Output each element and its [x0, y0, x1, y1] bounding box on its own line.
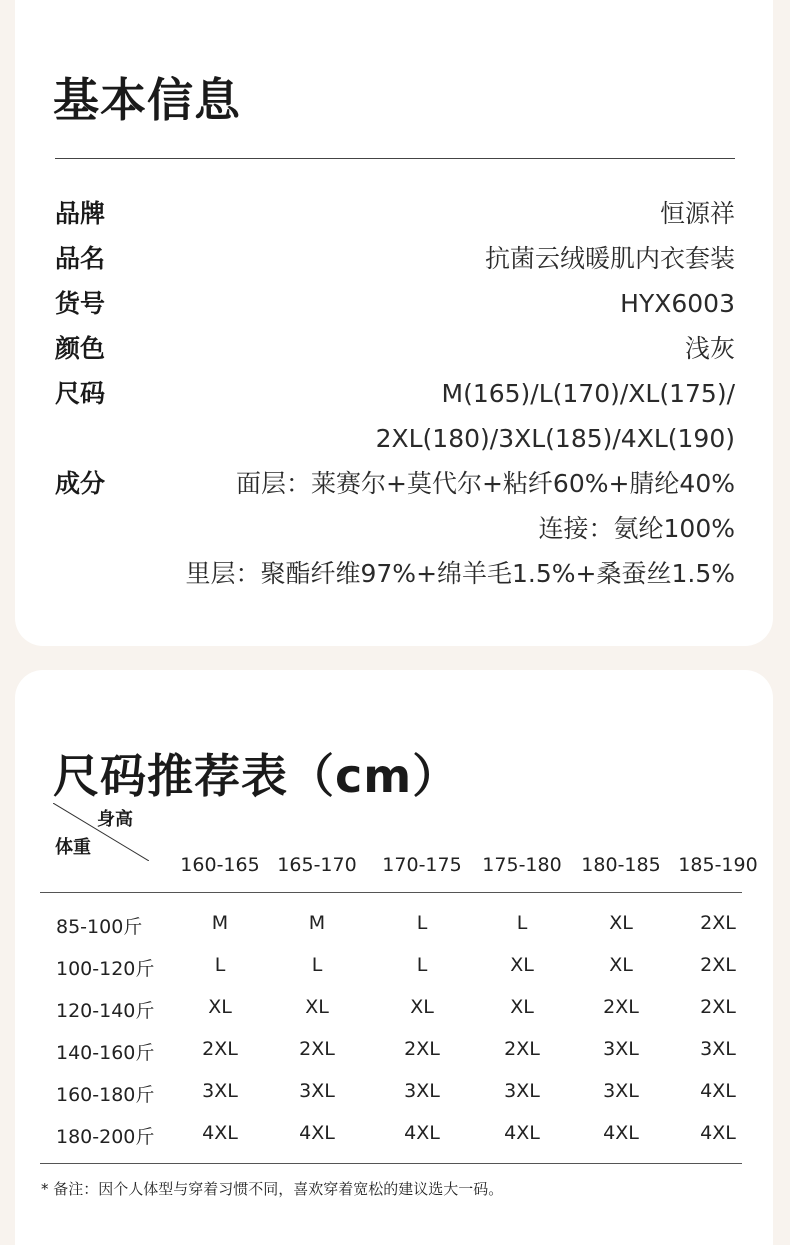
size-cell: 4XL — [404, 1122, 440, 1144]
weight-row-label: 100-120斤 — [56, 958, 155, 980]
info-value: 里层：聚酯纤维97%+绵羊毛1.5%+桑蚕丝1.5% — [185, 559, 735, 588]
info-value: 浅灰 — [684, 334, 735, 363]
size-cell: XL — [208, 996, 232, 1018]
basic-info-title: 基本信息 — [53, 73, 241, 127]
info-value: 连接：氨纶100% — [538, 514, 735, 543]
height-column-header: 160-165 — [180, 854, 260, 876]
height-column-header: 180-185 — [581, 854, 661, 876]
size-cell: 2XL — [700, 954, 736, 976]
weight-row-label: 120-140斤 — [56, 1000, 155, 1022]
size-cell: M — [308, 912, 326, 934]
info-row — [55, 326, 735, 371]
size-chart-card — [15, 670, 773, 1245]
size-cell: L — [416, 912, 428, 934]
size-cell: 4XL — [504, 1122, 540, 1144]
height-column-header: 185-190 — [678, 854, 758, 876]
size-chart-title: 尺码推荐表（cm） — [53, 749, 460, 803]
info-value: HYX6003 — [620, 289, 735, 318]
size-cell: 3XL — [404, 1080, 440, 1102]
size-cell: L — [516, 912, 528, 934]
weight-row-label: 140-160斤 — [56, 1042, 155, 1064]
size-cell: 3XL — [603, 1080, 639, 1102]
table-corner-header — [53, 803, 149, 861]
size-cell: XL — [510, 954, 534, 976]
table-header-divider — [40, 892, 742, 893]
info-label: 货号 — [55, 289, 106, 318]
size-cell: 4XL — [603, 1122, 639, 1144]
height-column-header: 170-175 — [382, 854, 462, 876]
weight-axis-label: 体重 — [55, 837, 91, 858]
basic-info-card — [15, 0, 773, 646]
info-value: M(165)/L(170)/XL(175)/ — [441, 379, 735, 408]
info-row — [55, 281, 735, 326]
size-cell: 2XL — [404, 1038, 440, 1060]
size-cell: 2XL — [202, 1038, 238, 1060]
size-cell: M — [211, 912, 229, 934]
size-cell: 3XL — [504, 1080, 540, 1102]
size-cell: L — [214, 954, 226, 976]
size-cell: 2XL — [700, 996, 736, 1018]
size-cell: 2XL — [700, 912, 736, 934]
size-cell: XL — [609, 954, 633, 976]
info-label: 成分 — [55, 469, 106, 498]
size-cell: 3XL — [202, 1080, 238, 1102]
size-cell: 3XL — [299, 1080, 335, 1102]
size-cell: L — [311, 954, 323, 976]
basic-info-divider — [55, 158, 735, 159]
size-cell: 4XL — [700, 1080, 736, 1102]
size-cell: 4XL — [202, 1122, 238, 1144]
info-value: 恒源祥 — [659, 199, 735, 228]
info-value: 抗菌云绒暖肌内衣套装 — [484, 244, 735, 273]
size-cell: 2XL — [299, 1038, 335, 1060]
info-label: 品名 — [55, 244, 106, 273]
size-chart-table — [15, 670, 773, 1245]
size-cell: XL — [410, 996, 434, 1018]
table-bottom-divider — [40, 1163, 742, 1164]
height-column-header: 165-170 — [277, 854, 357, 876]
size-cell: XL — [510, 996, 534, 1018]
weight-row-label: 160-180斤 — [56, 1084, 155, 1106]
info-row — [55, 416, 735, 461]
height-column-header: 175-180 — [482, 854, 562, 876]
size-cell: 4XL — [299, 1122, 335, 1144]
size-cell: XL — [609, 912, 633, 934]
height-axis-label: 身高 — [97, 809, 133, 830]
size-note: * 备注：因个人体型与穿着习惯不同，喜欢穿着宽松的建议选大一码。 — [41, 1180, 504, 1198]
weight-row-label: 180-200斤 — [56, 1126, 155, 1148]
size-cell: 2XL — [504, 1038, 540, 1060]
size-cell: 3XL — [700, 1038, 736, 1060]
info-label: 尺码 — [55, 379, 106, 408]
info-row — [55, 371, 735, 416]
size-cell: L — [416, 954, 428, 976]
info-row — [55, 551, 735, 596]
size-cell: XL — [305, 996, 329, 1018]
info-row — [55, 191, 735, 236]
info-row — [55, 236, 735, 281]
info-label: 颜色 — [55, 334, 106, 363]
info-row — [55, 506, 735, 551]
info-label: 品牌 — [55, 199, 106, 228]
info-value: 2XL(180)/3XL(185)/4XL(190) — [375, 424, 735, 453]
size-cell: 3XL — [603, 1038, 639, 1060]
size-cell: 2XL — [603, 996, 639, 1018]
info-value: 面层：莱赛尔+莫代尔+粘纤60%+腈纶40% — [236, 469, 735, 498]
size-cell: 4XL — [700, 1122, 736, 1144]
info-row — [55, 461, 735, 506]
weight-row-label: 85-100斤 — [56, 916, 143, 938]
